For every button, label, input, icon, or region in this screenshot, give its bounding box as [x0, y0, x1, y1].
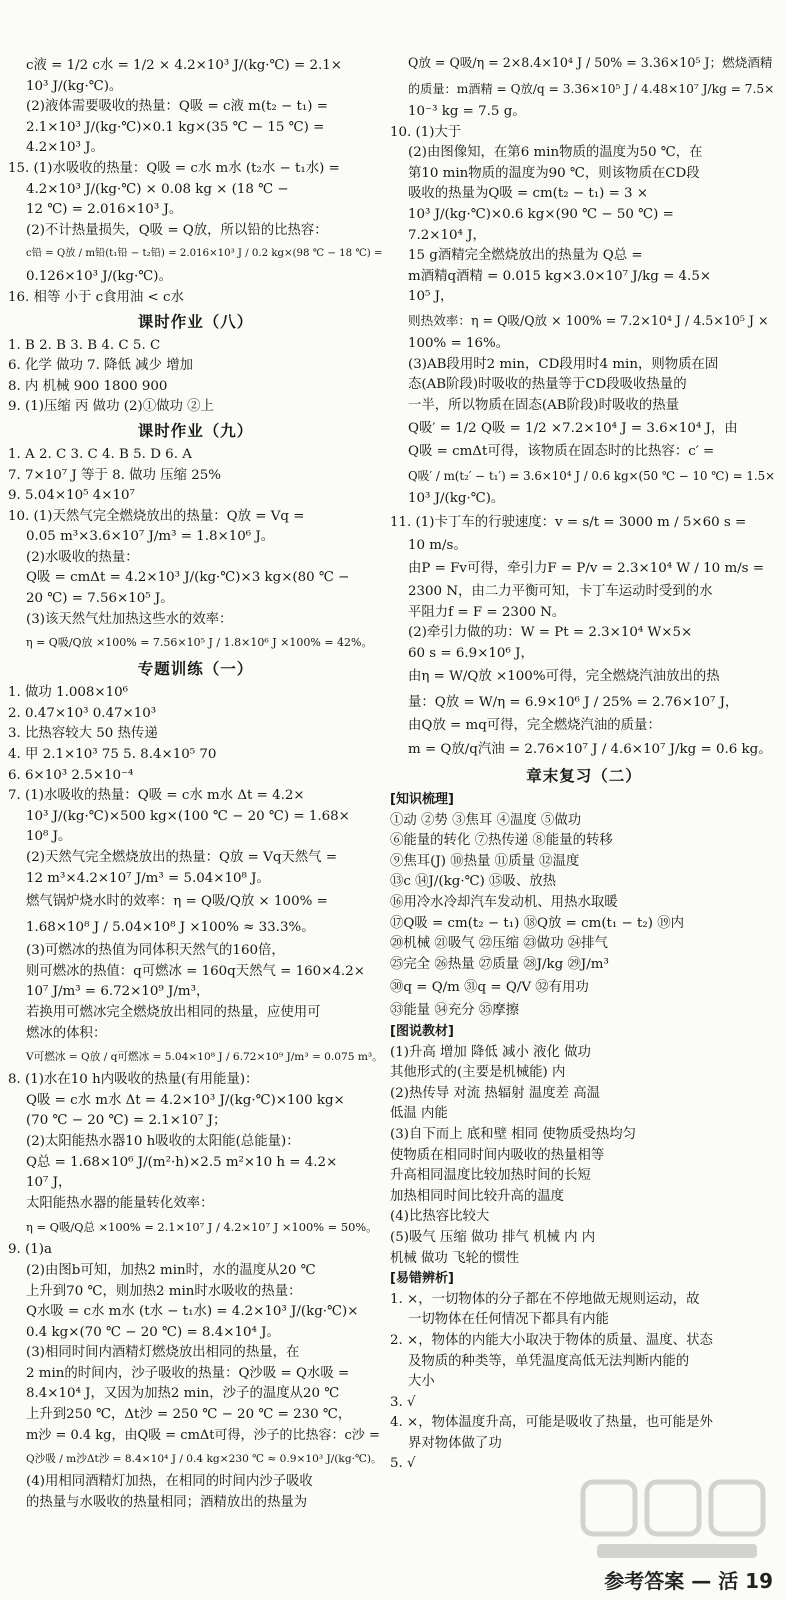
answer-line: 态(AB阶段)时吸收的热量等于CD段吸收热量的: [408, 377, 687, 393]
answer-line: 低温 内能: [390, 1106, 448, 1122]
answer-line: 第10 min物质的温度为90 ℃，则该物质在CD段: [408, 165, 700, 181]
answer-line: c铅 = Q放 / m铅(t₁铅 − t₂铅) = 2.016×10³ J / 0.2 kg×(98 ℃ − 18 ℃) =: [26, 248, 383, 260]
answer-line: Q吸 = cmΔt可得，该物质在固态时的比热容：c′ =: [408, 444, 715, 460]
answer-line: (70 ℃ − 20 ℃) = 2.1×10⁷ J；: [26, 1113, 227, 1129]
answer-line: Q放 = Q吸/η = 2×8.4×10⁴ J / 50% = 3.36×10⁵ J；燃烧酒精: [408, 55, 773, 70]
answer-line: 上升到250 ℃，Δt沙 = 250 ℃ − 20 ℃ = 230 ℃，: [26, 1407, 352, 1423]
answer-line: ㉕完全 ㉖热量 ㉗质量 ㉘J/kg ㉙J/m³: [390, 956, 609, 972]
answer-line: 一半，所以物质在固态(AB阶段)时吸收的热量: [408, 397, 679, 413]
answer-line: 加热相同时间比较升高的温度: [390, 1188, 565, 1204]
answer-line: (4)用相同酒精灯加热，在相同的时间内沙子吸收: [26, 1474, 313, 1490]
answer-line: 10⁷ J/m³ = 6.72×10⁹ J/m³，: [26, 984, 210, 1000]
answer-line: 8.4×10⁴ J，又因为加热2 min，沙子的温度从20 ℃: [26, 1386, 340, 1402]
answer-line: 10³ J/(kg·℃)。: [26, 78, 123, 94]
answer-line: m沙 = 0.4 kg，由Q吸 = cmΔt可得，沙子的比热容：c沙 =: [26, 1427, 380, 1443]
answer-line: 7.2×10⁴ J，: [408, 227, 486, 243]
section-heading: 专题训练（一）: [137, 660, 254, 679]
answer-line: 1. A 2. C 3. C 4. B 5. D 6. A: [8, 446, 192, 462]
answer-line: 及物质的种类等，单凭温度高低无法判断内能的: [408, 1353, 690, 1369]
answer-line: 吸收的热量为Q吸 = cm(t₂ − t₁) = 3 ×: [408, 186, 649, 202]
answer-line: ㉚q = Q/m ㉛q = Q/V ㉜有用功: [390, 980, 589, 996]
section-tag: [知识梳理]: [390, 792, 454, 808]
answer-line: 5. √: [390, 1456, 416, 1472]
answer-line: 6. 化学 做功 7. 降低 减少 增加: [8, 358, 193, 374]
answer-line: (3)该天然气灶加热这些水的效率：: [26, 611, 233, 627]
answer-line: 1. 做功 1.008×10⁶: [8, 685, 129, 701]
answer-line: ⑥能量的转化 ⑦热传递 ⑧能量的转移: [390, 833, 613, 849]
answer-line: Q水吸 = c水 m水 (t水 − t₁水) = 4.2×10³ J/(kg·℃)×: [26, 1304, 359, 1320]
answer-line: 9. (1)压缩 丙 做功 (2)①做功 ②上: [8, 399, 214, 415]
answer-line: 10 m/s。: [408, 537, 467, 553]
answer-line: 16. 相等 小于 c食用油 < c水: [8, 289, 184, 305]
answer-line: (3)AB段用时2 min，CD段用时4 min，则物质在固: [408, 356, 719, 372]
answer-line: η = Q吸/Q总 ×100% = 2.1×10⁷ J / 4.2×10⁷ J ×100% = 50%。: [26, 1220, 378, 1235]
answer-line: (3)可燃冰的热值为同体积天然气的160倍，: [26, 943, 285, 959]
answer-line: (3)自下而上 底和壁 相同 使物质受热均匀: [390, 1126, 636, 1142]
answer-line: 则热效率：η = Q吸/Q放 × 100% = 7.2×10⁴ J / 4.5×10⁵ J ×: [408, 312, 769, 328]
answer-line: 10³ J/(kg·℃)×0.6 kg×(90 ℃ − 50 ℃) =: [408, 206, 674, 222]
answer-line: 10³ J/(kg·℃)×500 kg×(100 ℃ − 20 ℃) = 1.68×: [26, 808, 350, 824]
answer-line: 2300 N，由二力平衡可知，卡丁车运动时受到的水: [408, 584, 713, 600]
answer-line: 界对物体做了功: [408, 1435, 502, 1451]
answer-line: 的质量：m酒精 = Q放/q = 3.36×10⁵ J / 4.48×10⁷ J/kg = 7.5×: [408, 82, 775, 96]
answer-line: 2. 0.47×10³ 0.47×10³: [8, 705, 157, 721]
answer-line: 4. ×，物体温度升高，可能是吸收了热量，也可能是外: [390, 1415, 713, 1431]
answer-line: (2)水吸收的热量：: [26, 549, 139, 565]
answer-line: Q吸′ = 1/2 Q吸 = 1/2 ×7.2×10⁴ J = 3.6×10⁴ J，由: [408, 421, 738, 437]
answer-line: 10⁸ J。: [26, 829, 72, 845]
answer-line: 4.2×10³ J。: [26, 140, 104, 156]
answer-line: 8. 内 机械 900 1800 900: [8, 378, 168, 394]
answer-line: 8. (1)水在10 h内吸收的热量(有用能量)：: [8, 1072, 259, 1088]
answer-line: 一切物体在任何情况下都具有内能: [408, 1312, 609, 1328]
answer-line: ㉝能量 ㉞充分 ㉟摩擦: [390, 1003, 520, 1019]
answer-line: 由Q放 = mq可得，完全燃烧汽油的质量：: [408, 718, 661, 734]
answer-line: (2)由图像知，在第6 min物质的温度为50 ℃，在: [408, 145, 703, 161]
answer-line: (2)热传导 对流 热辐射 温度差 高温: [390, 1085, 601, 1101]
answer-line: ⑯用冷水冷却汽车发动机、用热水取暖: [390, 895, 618, 911]
answer-line: 12 ℃) = 2.016×10³ J。: [26, 202, 183, 218]
answer-line: (2)牵引力做的功：W = Pt = 2.3×10⁴ W×5×: [408, 625, 693, 641]
answer-line: Q吸′ / m(t₂′ − t₁′) = 3.6×10⁴ J / 0.6 kg×(50 ℃ − 10 ℃) = 1.5×: [408, 468, 776, 483]
answer-line: 10⁵ J，: [408, 289, 454, 305]
answer-line: (2)液体需要吸收的热量：Q吸 = c液 m(t₂ − t₁) =: [26, 99, 328, 115]
answer-line: 15. (1)水吸收的热量：Q吸 = c水 m水 (t₂水 − t₁水) =: [8, 160, 340, 176]
answer-line: 由P = Fv可得，牵引力F = P/v = 2.3×10⁴ W / 10 m/s =: [408, 561, 764, 577]
page-footer: 参考答案 — 活 19: [604, 1569, 773, 1593]
left-column: [8, 56, 383, 1513]
answer-line: 2.1×10³ J/(kg·℃)×0.1 kg×(35 ℃ − 15 ℃) =: [26, 119, 325, 135]
answer-line: 3. 比热容较大 50 热传递: [8, 726, 158, 742]
answer-line: Q吸 = c水 m水 Δt = 4.2×10³ J/(kg·℃)×100 kg×: [26, 1092, 345, 1108]
answer-line: 则可燃冰的热值：q可燃冰 = 160q天然气 = 160×4.2×: [26, 963, 365, 979]
section-tag: [易错辨析]: [390, 1271, 454, 1287]
answer-line: 3. √: [390, 1394, 416, 1410]
answer-line: m酒精q酒精 = 0.015 kg×3.0×10⁷ J/kg = 4.5×: [408, 268, 712, 284]
answer-line: c液 = 1/2 c水 = 1/2 × 4.2×10³ J/(kg·℃) = 2.1×: [26, 58, 343, 73]
answer-line: 上升到70 ℃，则加热2 min时水吸收的热量：: [26, 1283, 302, 1299]
answer-line: 太阳能热水器的能量转化效率：: [26, 1195, 214, 1211]
answer-line: 使物质在相同时间内吸收的热量相等: [390, 1147, 605, 1163]
answer-line: (2)天然气完全燃烧放出的热量：Q放 = Vq天然气 =: [26, 850, 338, 865]
section-heading: 章末复习（二）: [526, 767, 642, 786]
answer-line: 4.2×10³ J/(kg·℃) × 0.08 kg × (18 ℃ −: [26, 181, 289, 197]
answer-line: 100% = 16%。: [408, 335, 510, 351]
answer-line: 1. B 2. B 3. B 4. C 5. C: [8, 337, 161, 353]
answer-line: 由η = W/Q放 ×100%可得，完全燃烧汽油放出的热: [408, 669, 720, 685]
answer-line: 9. 5.04×10⁵ 4×10⁷: [8, 488, 135, 504]
answer-line: ①动 ②势 ③焦耳 ④温度 ⑤做功: [390, 812, 582, 828]
answer-line: Q沙吸 / m沙Δt沙 = 8.4×10⁴ J / 0.4 kg×230 ℃ ≈ 0.9×10³ J/(kg·℃)。: [26, 1453, 382, 1466]
answer-line: η = Q吸/Q放 ×100% = 7.56×10⁵ J / 1.8×10⁶ J ×100% = 42%。: [26, 636, 373, 650]
answer-line: 15 g酒精完全燃烧放出的热量为 Q总 =: [408, 248, 643, 264]
section-heading: 课时作业（八）: [137, 312, 254, 331]
answer-line: V可燃冰 = Q放 / q可燃冰 = 5.04×10⁸ J / 6.72×10⁹ J/m³ = 0.075 m³。: [26, 1051, 383, 1064]
answer-line: 6. 6×10³ 2.5×10⁻⁴: [8, 767, 134, 783]
answer-line: 燃冰的体积：: [26, 1025, 107, 1041]
answer-line: 11. (1)卡丁车的行驶速度：v = s/t = 3000 m / 5×60 s =: [390, 514, 747, 530]
section-heading: 课时作业（九）: [137, 421, 254, 440]
answer-line: 1.68×10⁸ J / 5.04×10⁸ J ×100% ≈ 33.3%。: [26, 920, 315, 936]
answer-line: ⑨焦耳(J) ⑩热量 ⑪质量 ⑫温度: [390, 853, 580, 869]
right-column: [390, 50, 778, 1475]
answer-line: 0.4 kg×(70 ℃ − 20 ℃) = 8.4×10⁴ J。: [26, 1324, 280, 1340]
answer-line: 大小: [408, 1374, 435, 1390]
watermark-logo: [577, 1474, 777, 1564]
answer-line: m = Q放/q汽油 = 2.76×10⁷ J / 4.6×10⁷ J/kg = 0.6 kg。: [408, 742, 772, 758]
answer-line: 量：Q放 = W/η = 6.9×10⁶ J / 25% = 2.76×10⁷ J，: [408, 695, 739, 711]
answer-line: ⑳机械 ㉑吸气 ㉒压缩 ㉓做功 ㉔排气: [390, 936, 608, 952]
answer-line: 机械 做功 飞轮的惯性: [390, 1250, 520, 1266]
answer-line: 12 m³×4.2×10⁷ J/m³ = 5.04×10⁸ J。: [26, 870, 270, 886]
answer-line: 10³ J/(kg·℃)。: [408, 490, 505, 506]
answer-line: 4. 甲 2.1×10³ 75 5. 8.4×10⁵ 70: [8, 747, 217, 763]
answer-line: 升高相同温度比较加热时间的长短: [390, 1168, 591, 1184]
answer-line: (3)相同时间内酒精灯燃烧放出相同的热量，在: [26, 1345, 300, 1361]
answer-line: 10⁷ J，: [26, 1175, 72, 1191]
answer-line: 平阻力f = F = 2300 N。: [408, 604, 566, 620]
answer-line: ⑬c ⑭J/(kg·℃) ⑮吸、放热: [390, 874, 556, 890]
answer-line: 0.126×10³ J/(kg·℃)。: [26, 269, 172, 285]
answer-line: Q吸 = cmΔt = 4.2×10³ J/(kg·℃)×3 kg×(80 ℃ −: [26, 570, 350, 586]
answer-line: 1. ×，一切物体的分子都在不停地做无规则运动，故: [390, 1291, 700, 1307]
answer-line: 0.05 m³×3.6×10⁷ J/m³ = 1.8×10⁶ J。: [26, 529, 275, 545]
answer-line: 60 s = 6.9×10⁶ J，: [408, 645, 534, 661]
answer-line: ⑰Q吸 = cm(t₂ − t₁) ⑱Q放 = cm(t₁ − t₂) ⑲内: [390, 915, 685, 931]
answer-line: 10. (1)大于: [390, 124, 462, 140]
answer-line: (2)不计热量损失，Q吸 = Q放，所以铅的比热容：: [26, 222, 328, 238]
answer-line: (4)比热容比较大: [390, 1209, 490, 1225]
answer-line: 2. ×，物体的内能大小取决于物体的质量、温度、状态: [390, 1332, 713, 1348]
answer-line: 的热量与水吸收的热量相同；酒精放出的热量为: [26, 1494, 308, 1510]
answer-line: (1)升高 增加 降低 减小 液化 做功: [390, 1044, 591, 1060]
answer-line: 20 ℃) = 7.56×10⁵ J。: [26, 591, 174, 607]
answer-line: 其他形式的(主要是机械能) 内: [390, 1065, 566, 1081]
answer-line: 2 min的时间内，沙子吸收的热量：Q沙吸 = Q水吸 =: [26, 1365, 350, 1381]
answer-line: 7. 7×10⁷ J 等于 8. 做功 压缩 25%: [8, 467, 221, 483]
answer-line: Q总 = 1.68×10⁶ J/(m²·h)×2.5 m²×10 h = 4.2×: [26, 1154, 338, 1170]
answer-line: 若换用可燃冰完全燃烧放出相同的热量，应使用可: [26, 1004, 321, 1020]
answer-line: 7. (1)水吸收的热量：Q吸 = c水 m水 Δt = 4.2×: [8, 788, 305, 804]
answer-line: 10⁻³ kg = 7.5 g。: [408, 104, 526, 119]
section-tag: [图说教材]: [390, 1024, 454, 1039]
answer-line: (5)吸气 压缩 做功 排气 机械 内 内: [390, 1229, 596, 1245]
answer-line: (2)由图b可知，加热2 min时，水的温度从20 ℃: [26, 1262, 316, 1278]
answer-line: 燃气锅炉烧水时的效率：η = Q吸/Q放 × 100% =: [26, 894, 328, 910]
answer-line: 9. (1)a: [8, 1242, 52, 1258]
answer-line: 10. (1)天然气完全燃烧放出的热量：Q放 = Vq =: [8, 508, 305, 524]
answer-line: (2)太阳能热水器10 h吸收的太阳能(总能量)：: [26, 1133, 300, 1149]
